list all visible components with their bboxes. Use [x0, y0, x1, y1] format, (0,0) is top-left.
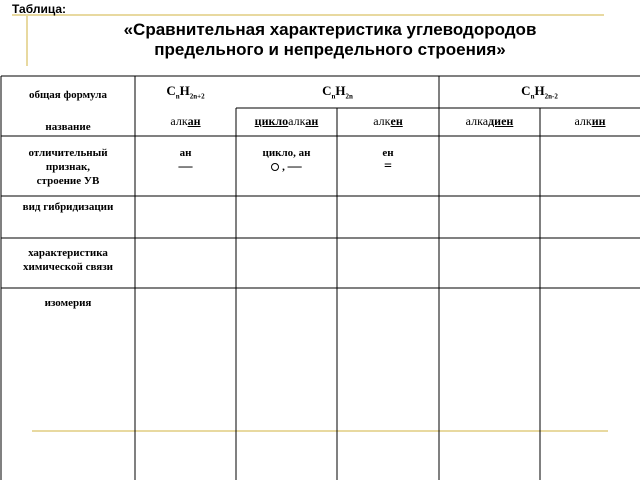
formula-alkynes-c: C	[521, 83, 531, 98]
feature-alkanes-text: ан	[179, 147, 192, 159]
formula-alkynes-sub: 2n-2	[544, 92, 558, 101]
row-label-feature-1: отличительный	[28, 147, 108, 159]
formula-alkanes-n: n	[175, 92, 180, 101]
feature-alkenes	[337, 146, 439, 174]
name-alkynes	[540, 114, 640, 128]
name-dienes-prefix: алка	[465, 114, 489, 128]
feature-cycloalkanes: цикло, ан , —	[236, 146, 337, 174]
double-bond-symbol: =	[384, 159, 392, 174]
single-bond-symbol: —	[178, 159, 193, 174]
name-cyclo-prefix: цикло	[254, 114, 289, 128]
name-alkanes-prefix: алк	[170, 114, 188, 128]
formula-cyclo-alkenes	[236, 84, 439, 104]
row-label-bond-2: химической связи	[23, 261, 113, 273]
name-alkenes	[337, 114, 439, 128]
formula-alkenes-h: H	[335, 83, 346, 98]
name-alkadienes	[439, 114, 540, 128]
feature-cyclo-text: цикло, ан	[262, 147, 311, 159]
formula-alkenes-c: C	[322, 83, 332, 98]
title-line-2: предельного и непредельного строения»	[154, 40, 506, 59]
formula-alkynes-n: n	[530, 92, 535, 101]
name-cyclo-suffix: ан	[305, 114, 319, 128]
name-cyclo-mid: алк	[288, 114, 306, 128]
feature-alkenes-text: ен	[382, 147, 394, 159]
row-label-feature	[2, 146, 134, 188]
name-cycloalkanes	[236, 114, 337, 128]
formula-alkynes-h: H	[534, 83, 545, 98]
row-label-bond-1: характеристика	[28, 247, 108, 259]
formula-alkanes-h: H	[179, 83, 190, 98]
title-line-1: «Сравнительная характеристика углеводородов	[123, 20, 537, 39]
caption: Таблица:	[12, 2, 67, 16]
row-label-feature-2: признак,	[45, 161, 91, 173]
formula-alkanes-sub: 2n+2	[189, 92, 205, 101]
formula-alkenes-n: n	[331, 92, 336, 101]
formula-dienes-alkynes	[439, 84, 640, 104]
row-label-hybridization: вид гибридизации	[22, 201, 114, 213]
name-alkenes-suffix: ен	[390, 114, 403, 128]
name-alkanes	[135, 114, 236, 128]
formula-alkenes-sub: 2n	[345, 92, 353, 101]
name-alkynes-prefix: алк	[574, 114, 592, 128]
row-label-bond	[2, 246, 134, 274]
row-label-isomerism: изомерия	[44, 297, 92, 309]
name-dienes-suffix: диен	[488, 114, 514, 128]
row-label-formula: общая формула	[29, 89, 107, 101]
ring-icon	[271, 163, 279, 171]
formula-alkanes	[135, 84, 236, 104]
row-label-name: название	[45, 121, 91, 133]
cyclo-single-bond-symbol: —	[287, 159, 302, 174]
name-alkenes-prefix: алк	[373, 114, 391, 128]
formula-alkanes-c: C	[166, 83, 176, 98]
feature-alkanes	[135, 146, 236, 174]
name-alkynes-suffix: ин	[591, 114, 606, 128]
row-label-feature-3: строение УВ	[36, 175, 100, 187]
name-alkanes-suffix: ан	[187, 114, 201, 128]
